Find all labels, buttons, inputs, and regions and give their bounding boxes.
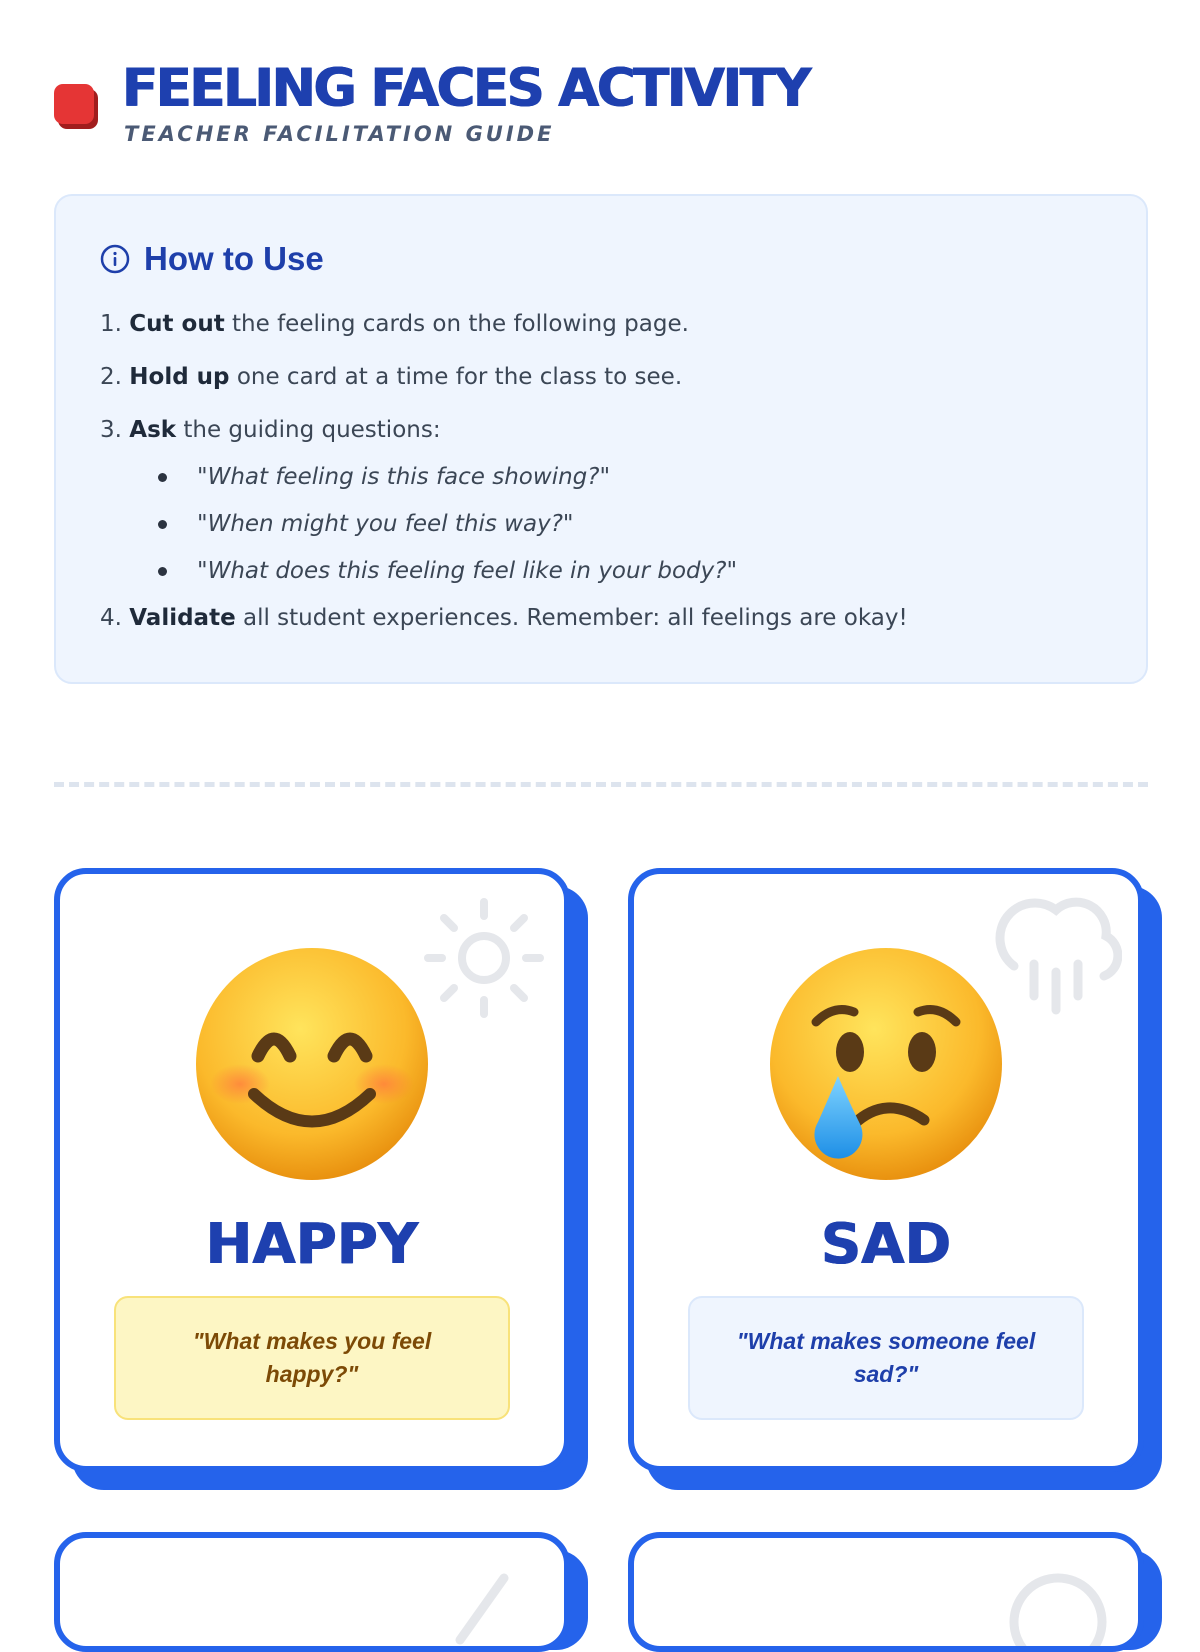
red-square-icon bbox=[54, 84, 94, 124]
feeling-card bbox=[54, 1532, 570, 1652]
smiling-face-emoji bbox=[192, 944, 432, 1184]
question-item: "What feeling is this face showing?" bbox=[158, 461, 908, 508]
question-item: "When might you feel this way?" bbox=[158, 508, 908, 555]
step-item: 3. Ask the guiding questions: bbox=[100, 417, 441, 443]
emotion-label: HAPPY bbox=[205, 1212, 419, 1277]
feeling-card-sad bbox=[628, 868, 1144, 1472]
step-item: 1. Cut out the feeling cards on the following page. bbox=[100, 311, 689, 337]
feeling-card-happy bbox=[54, 868, 570, 1472]
lightning-icon bbox=[420, 1558, 548, 1652]
steps-list bbox=[100, 308, 908, 655]
emotion-label: SAD bbox=[820, 1212, 952, 1277]
sun-icon bbox=[420, 894, 548, 1022]
feeling-card bbox=[628, 1532, 1144, 1652]
prompt-box: "What makes you feel happy?" bbox=[114, 1296, 510, 1420]
circle-icon bbox=[994, 1558, 1122, 1652]
question-item: "What does this feeling feel like in your body?" bbox=[158, 555, 908, 602]
page-title: FEELING FACES ACTIVITY bbox=[122, 58, 810, 119]
cut-line-divider bbox=[54, 782, 1148, 787]
info-icon bbox=[100, 244, 130, 274]
rain-cloud-icon bbox=[994, 894, 1122, 1022]
guiding-questions bbox=[100, 461, 908, 602]
how-to-use-title: How to Use bbox=[144, 240, 324, 277]
how-to-use-header bbox=[100, 240, 324, 278]
page-subtitle: TEACHER FACILITATION GUIDE bbox=[124, 122, 555, 146]
step-item: 2. Hold up one card at a time for the class to see. bbox=[100, 364, 683, 390]
step-item: 4. Validate all student experiences. Remember: all feelings are okay! bbox=[100, 605, 908, 631]
crying-face-emoji bbox=[766, 944, 1006, 1184]
how-to-use-panel bbox=[54, 194, 1148, 684]
prompt-box: "What makes someone feel sad?" bbox=[688, 1296, 1084, 1420]
